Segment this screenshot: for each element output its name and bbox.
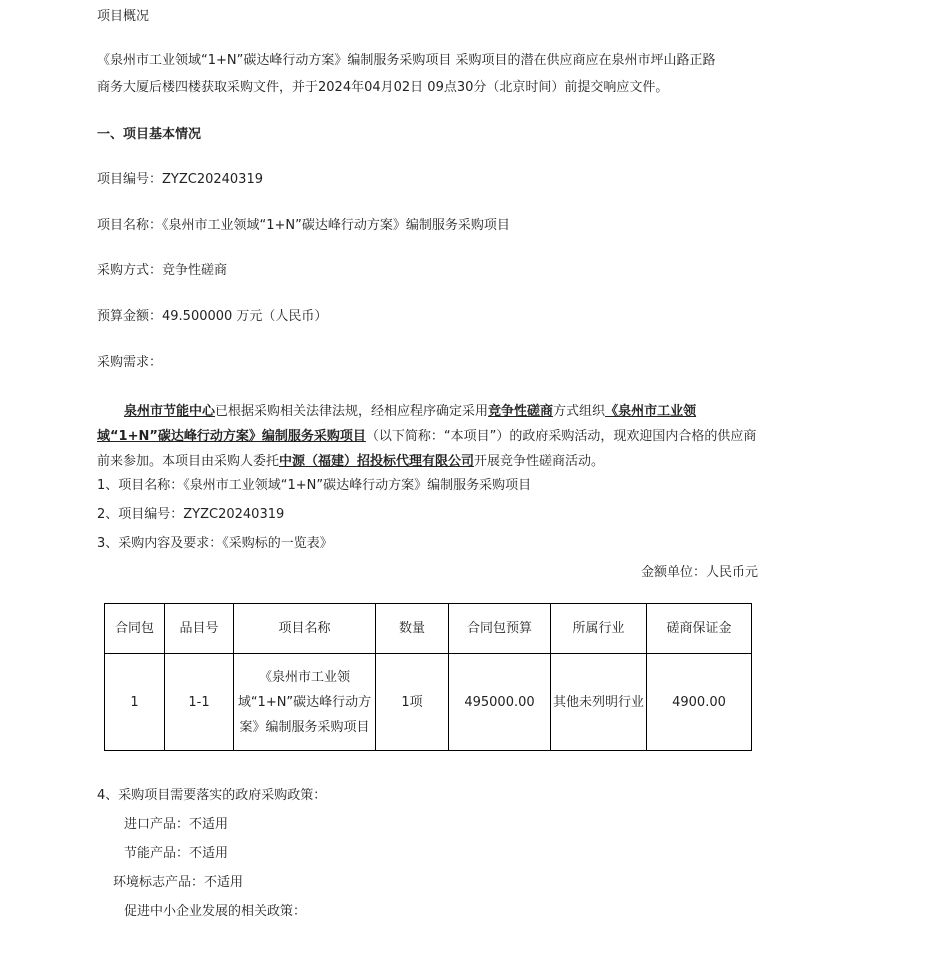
table-row [105,654,752,751]
table-header: 数量 [376,604,449,654]
demand-label: 采购需求： [97,355,163,370]
table-header-row [105,604,752,654]
section1-title: 一、项目基本情况 [97,127,202,142]
overview-text-line2: 商务大厦后楼四楼获取采购文件，并于2024年04月02日 09点30分（北京时间）前提交响应文件。 [97,80,669,95]
table-header: 合同包 [105,604,165,654]
cell-industry: 其他未列明行业 [551,654,647,751]
intro-text-4: 开展竞争性磋商活动。 [474,454,605,469]
table-header: 项目名称 [234,604,376,654]
table-header: 合同包预算 [449,604,551,654]
intro-text-3: （以下简称：“本项目”）的政府采购活动，现欢迎国内合格的供应商前来参加。本项目由采购人委托 [97,429,757,469]
cell-quantity: 1项 [376,654,449,751]
cell-item-no: 1-1 [165,654,234,751]
intro-paragraph [97,399,762,474]
overview-title: 项目概况 [97,9,150,24]
cell-package: 1 [105,654,165,751]
policy-energy: 节能产品：不适用 [124,846,229,861]
item-1: 1、项目名称：《泉州市工业领域“1+N”碳达峰行动方案》编制服务采购项目 [97,478,532,493]
cell-project-name: 《泉州市工业领域“1+N”碳达峰行动方案》编制服务采购项目 [234,654,376,751]
purchaser-name: 泉州市节能中心 [124,404,216,419]
table-header: 磋商保证金 [647,604,752,654]
item-4: 4、采购项目需要落实的政府采购政策： [97,788,327,803]
policy-environment: 环境标志产品：不适用 [113,875,244,890]
item-3: 3、采购内容及要求：《采购标的一览表》 [97,536,333,551]
method-name: 竞争性磋商 [488,404,554,419]
overview-text-line1: 《泉州市工业领域“1+N”碳达峰行动方案》编制服务采购项目 采购项目的潜在供应商应在泉州市坪山路正路 [97,53,716,68]
budget-amount: 预算金额：49.500000 万元（人民币） [97,309,328,324]
table-header: 所属行业 [551,604,647,654]
procurement-method: 采购方式：竞争性磋商 [97,263,228,278]
table-header: 品目号 [165,604,234,654]
policy-sme: 促进中小企业发展的相关政策： [124,904,307,919]
project-number: 项目编号：ZYZC20240319 [97,172,263,187]
cell-deposit: 4900.00 [647,654,752,751]
policy-import: 进口产品：不适用 [124,817,229,832]
intro-text-2: 方式组织 [553,404,606,419]
item-2: 2、项目编号：ZYZC20240319 [97,507,285,522]
project-full-name: 《泉州市工业领域“1+N”碳达峰行动方案》编制服务采购项目 [97,404,697,444]
cell-budget: 495000.00 [449,654,551,751]
procurement-table [104,603,752,751]
project-name: 项目名称：《泉州市工业领域“1+N”碳达峰行动方案》编制服务采购项目 [97,218,510,233]
agency-name: 中源（福建）招投标代理有限公司 [279,454,475,469]
currency-unit: 金额单位：人民币元 [640,565,758,580]
intro-text-1: 已根据采购相关法律法规，经相应程序确定采用 [215,404,489,419]
